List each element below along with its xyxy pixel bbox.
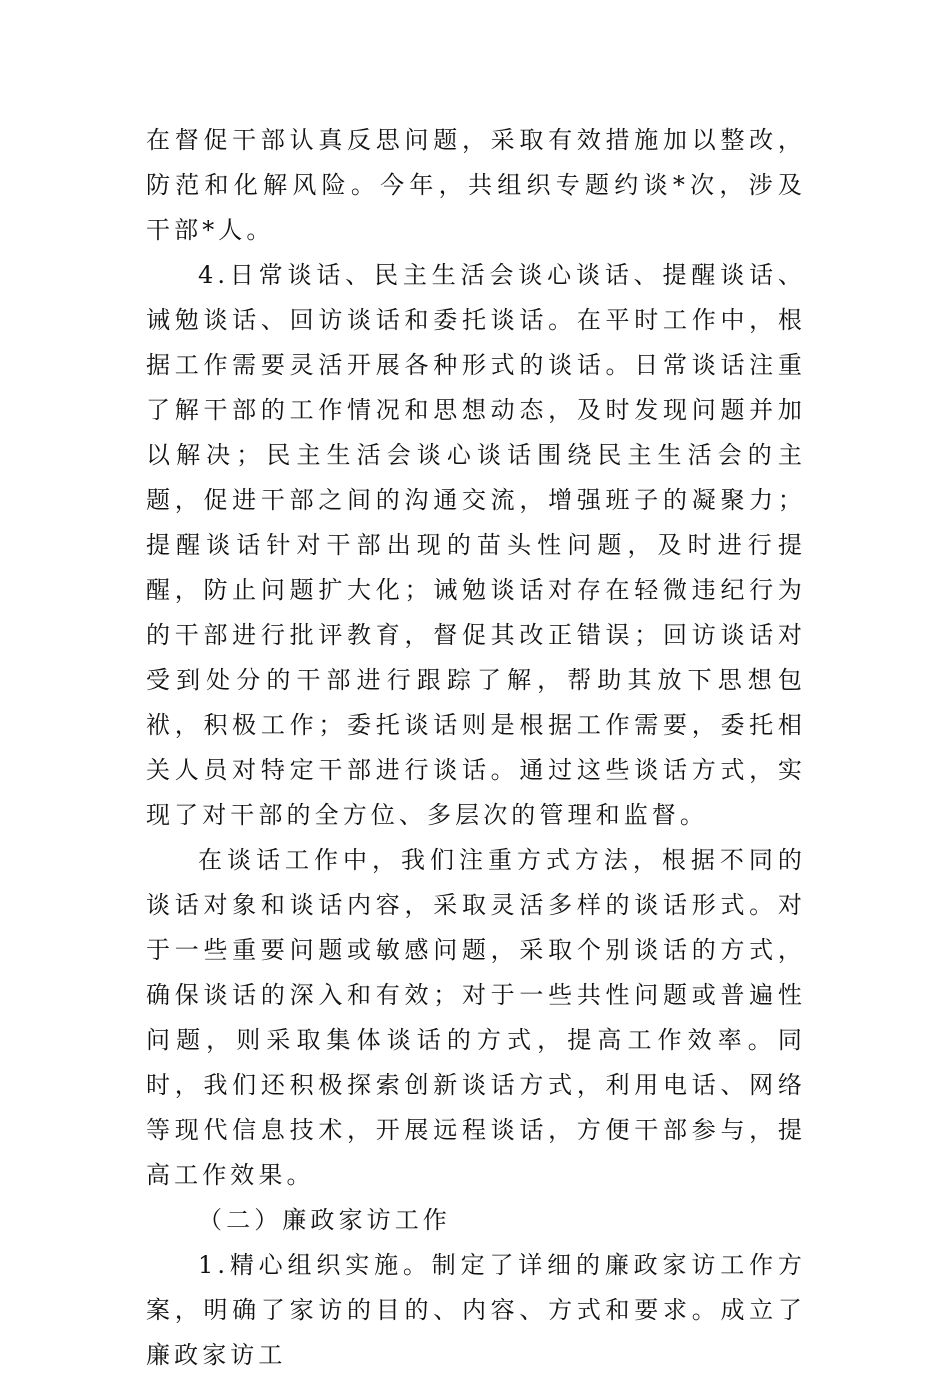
paragraph-conversation-methods: 在谈话工作中，我们注重方式方法，根据不同的谈话对象和谈话内容，采取灵活多样的谈话形式。对于一些重要问题或敏感问题，采取个别谈话的方式，确保谈话的深入和有效；对于一些共性问题或普遍性问题，则采取集体谈话的方式，提高工作效率。同时，我们还积极探索创新谈话方式，利用电话、网络等现代信息技术，开展远程谈话，方便干部参与，提高工作效果。 xyxy=(146,846,806,1189)
paragraph-item-1: 1.精心组织实施。制定了详细的廉政家访工作方案，明确了家访的目的、内容、方式和要求。成立了廉政家访工 xyxy=(146,1251,806,1369)
paragraph-continuation: 在督促干部认真反思问题，采取有效措施加以整改，防范和化解风险。今年，共组织专题约谈*次，涉及干部*人。 xyxy=(146,126,806,244)
section-heading: （二）廉政家访工作 xyxy=(198,1206,451,1234)
document-page xyxy=(146,118,806,1378)
paragraph-item-4: 4.日常谈话、民主生活会谈心谈话、提醒谈话、诫勉谈话、回访谈话和委托谈话。在平时工作中，根据工作需要灵活开展各种形式的谈话。日常谈话注重了解干部的工作情况和思想动态，及时发现问题并加以解决；民主生活会谈心谈话围绕民主生活会的主题，促进干部之间的沟通交流，增强班子的凝聚力；提醒谈话针对干部出现的苗头性问题，及时进行提醒，防止问题扩大化；诫勉谈话对存在轻微违纪行为的干部进行批评教育，督促其改正错误；回访谈话对受到处分的干部进行跟踪了解，帮助其放下思想包袱，积极工作；委托谈话则是根据工作需要，委托相关人员对特定干部进行谈话。通过这些谈话方式，实现了对干部的全方位、多层次的管理和监督。 xyxy=(146,261,806,829)
